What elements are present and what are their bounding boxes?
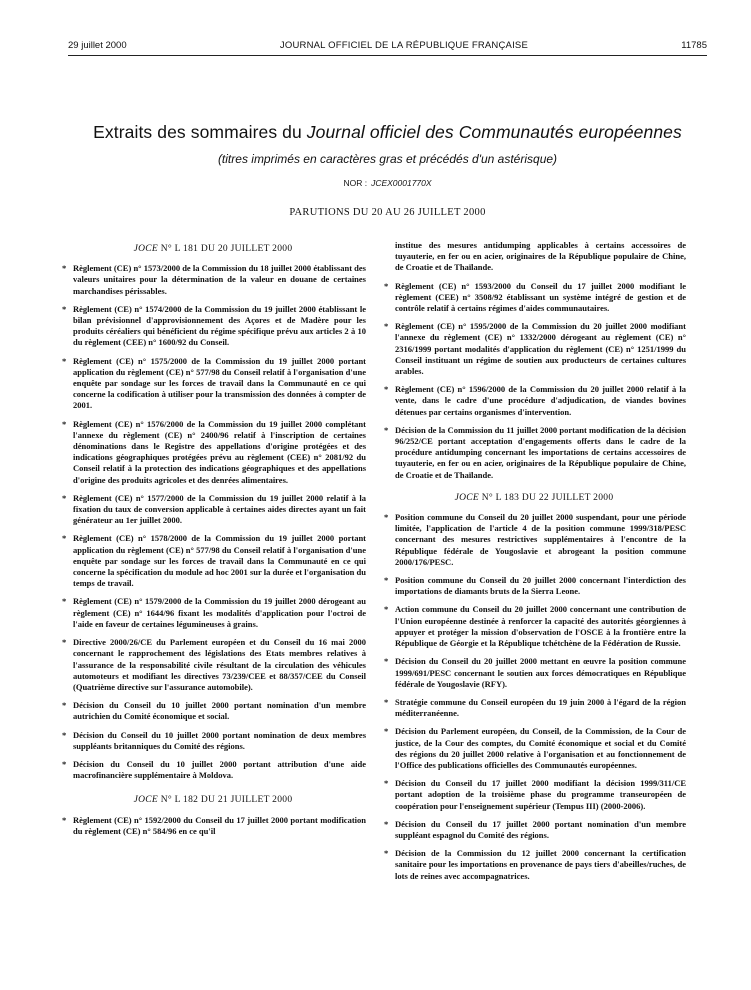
list-item: [60, 815, 366, 837]
entry-text: Stratégie commune du Conseil européen du 19 juin 2000 à l'égard de la région méditerranéenne.: [395, 696, 686, 719]
entry-text: Règlement (CE) n° 1577/2000 de la Commission du 19 juillet 2000 relatif à la fixation du taux de conversion applicable à certaines aides directes ayant un fait générateur au 1er juillet 2000.: [73, 492, 366, 526]
header-date: 29 juillet 2000: [68, 40, 127, 51]
asterisk-bullet: *: [62, 533, 67, 544]
asterisk-bullet: *: [62, 637, 67, 648]
section-title: N° L 182 DU 21 JUILLET 2000: [158, 795, 293, 806]
list-item: [382, 848, 686, 882]
entry-text: Règlement (CE) n° 1575/2000 de la Commission du 19 juillet 2000 portant application du règlement (CE) n° 577/98 du Conseil relatif à l'organisation d'une enquête par sondage sur les forces de travail dans la Communauté en ce qui concerne la codification à utiliser pour la transmission des données à compter de 2001.: [73, 355, 366, 411]
asterisk-bullet: *: [384, 778, 389, 789]
asterisk-bullet: *: [62, 814, 67, 825]
list-item: [382, 604, 686, 649]
entry-text: Règlement (CE) n° 1596/2000 de la Commission du 20 juillet 2000 relatif à la vente, dans le cadre d'une procédure d'adjudication, de viandes bovines détenues par certains organismes d'intervention.: [395, 384, 686, 417]
entry-text: Règlement (CE) n° 1592/2000 du Conseil du 17 juillet 2000 portant modification du règlement (CE) n° 584/96 en ce qu'il: [73, 814, 366, 836]
header-journal-name: JOURNAL OFFICIEL DE LA RÉPUBLIQUE FRANÇAISE: [279, 40, 528, 51]
section-joce: JOCE: [133, 795, 159, 806]
asterisk-bullet: *: [62, 596, 67, 607]
section-title: N° L 181 DU 20 JUILLET 2000: [158, 244, 293, 254]
entry-text: Décision du Parlement européen, du Conseil, de la Commission, de la Cour de justice, de la Cour des comptes, du Comité économique et social et du Comité des régions du 20 juillet 2000 relative à l'organisation et au fonctionnement de l'Office des publications officielles des Communautés européennes.: [395, 726, 686, 770]
list-item: [60, 356, 366, 412]
entry-text: Règlement (CE) n° 1576/2000 de la Commission du 19 juillet 2000 complétant l'annexe du règlement (CE) n° 2400/96 relatif à l'inscription de certaines dénominations dans le Registre des appellations d'origine protégées et des indications géographiques protégées prévu au règlement (CEE) n° 2081/92 du Conseil relatif à la protection des indications géographiques et des appellations d'origine des produits agricoles et des denrées alimentaires.: [73, 418, 366, 485]
asterisk-bullet: *: [62, 303, 67, 314]
nor-code: JCEX0001770X: [371, 178, 432, 188]
entry-text: Règlement (CE) n° 1593/2000 du Conseil du 17 juillet 2000 modifiant le règlement (CEE) n° 3508/92 établissant un système intégré de gestion et de contrôle relatif à certains régimes d'aides communautaires.: [395, 280, 686, 314]
asterisk-bullet: *: [384, 321, 389, 332]
section-title: N° L 183 DU 22 JUILLET 2000: [479, 492, 614, 503]
section-heading-l181: [60, 244, 366, 255]
asterisk-bullet: *: [384, 604, 389, 615]
list-item: [60, 304, 366, 349]
entry-text: Règlement (CE) n° 1573/2000 de la Commission du 18 juillet 2000 établissant des valeurs unitaires pour la détermination de la valeur en douane de certaines marchandises périssables.: [73, 263, 366, 296]
entry-text: Décision du Conseil du 10 juillet 2000 portant nomination de deux membres suppléants britanniques du Comité des régions.: [73, 729, 366, 751]
section-joce: JOCE: [454, 492, 480, 503]
entry-text: Décision de la Commission du 12 juillet 2000 concernant la certification sanitaire pour les importations en provenance de pays tiers d'abeilles/ruches, de lots de reines avec accompagnatrices.: [395, 848, 686, 881]
section-heading-l182: [60, 795, 366, 806]
page-subtitle: (titres imprimés en caractères gras et précédés d'un astérisque): [217, 152, 558, 166]
list-item: [382, 281, 686, 315]
nor-label: NOR :: [343, 178, 368, 188]
list-item: [382, 697, 686, 719]
list-item: [60, 493, 366, 527]
asterisk-bullet: *: [62, 492, 67, 503]
list-item: [382, 819, 686, 841]
list-item: [60, 596, 366, 630]
entry-text: Position commune du Conseil du 20 juillet 2000 suspendant, pour une période limitée, l'application de l'article 4 de la position commune 1999/318/PESC concernant des mesures restrictives supplémentaires à l'encontre de la République fédérale de Yougoslavie et abrogeant la position commune 2000/176/PESC.: [395, 512, 686, 567]
asterisk-bullet: *: [384, 512, 389, 523]
section-heading-l183: [382, 493, 686, 504]
list-item: [382, 656, 686, 690]
list-item: [60, 533, 366, 589]
list-item: [382, 575, 686, 597]
list-item: [382, 384, 686, 418]
list-item: [382, 778, 686, 812]
asterisk-bullet: *: [384, 726, 389, 737]
header-page-number: 11785: [681, 40, 707, 51]
asterisk-bullet: *: [384, 384, 389, 395]
section-joce: JOCE: [133, 244, 159, 254]
asterisk-bullet: *: [384, 696, 389, 707]
entry-text: Règlement (CE) n° 1579/2000 de la Commission du 19 juillet 2000 dérogeant au règlement (CE) n° 1644/96 fixant les modalités d'application pour l'octroi de l'aide en faveur de certaines légumineuses à grains.: [73, 596, 366, 629]
entry-text: Décision de la Commission du 11 juillet 2000 portant modification de la décision 96/252/CE portant acceptation d'engagements offerts dans le cadre de la procédure antidumping concernant les importations de certains accessoires de tuyauterie, en fer ou en acier, originaires de la République populaire de Chine, de Croatie et de Thaïlande.: [395, 424, 686, 480]
asterisk-bullet: *: [62, 758, 67, 769]
asterisk-bullet: *: [62, 729, 67, 740]
header-rule: [68, 55, 707, 56]
entry-text: Décision du Conseil du 17 juillet 2000 portant nomination d'un membre suppléant espagnol du Comité des régions.: [395, 818, 686, 840]
entry-text: Position commune du Conseil du 20 juillet 2000 concernant l'interdiction des importations de diamants bruts de la Sierra Leone.: [395, 575, 686, 597]
list-item: [382, 321, 686, 377]
nor-reference: [68, 178, 707, 188]
asterisk-bullet: *: [384, 424, 389, 435]
entry-text: Règlement (CE) n° 1578/2000 de la Commission du 19 juillet 2000 portant application du règlement (CE) n° 577/98 du Conseil relatif à l'organisation d'une enquête par sondage sur les forces de travail dans la Communauté en ce qui concerne la spécification du module ad hoc 2001 sur la durée et l'organisation du temps de travail.: [73, 533, 366, 589]
running-header: [68, 40, 707, 51]
asterisk-bullet: *: [62, 355, 67, 366]
list-item: [60, 419, 366, 486]
asterisk-bullet: *: [62, 418, 67, 429]
asterisk-bullet: *: [384, 575, 389, 586]
list-item: [60, 637, 366, 693]
title-prefix: Extraits des sommaires du: [93, 122, 307, 142]
list-item: [382, 726, 686, 771]
list-item: [382, 512, 686, 568]
list-item: [60, 700, 366, 722]
entry-text: Action commune du Conseil du 20 juillet 2000 concernant une contribution de l'Union européenne destinée à renforcer la capacité des autorités géorgiennes à appuyer et protéger la mission d'observation de l'OSCE à la frontière entre la République de Géorgie et la République tchétchène de la Fédération de Russie.: [395, 604, 686, 649]
asterisk-bullet: *: [62, 700, 67, 711]
entry-continuation: institue des mesures antidumping applicables à certains accessoires de tuyauterie, en fer ou en acier, originaires de la République populaire de Chine, de Croatie et de Thaïlande.: [395, 240, 686, 273]
asterisk-bullet: *: [62, 263, 67, 274]
entry-text: Règlement (CE) n° 1595/2000 de la Commission du 20 juillet 2000 modifiant l'annexe du règlement (CE) n° 1332/2000 dérogeant au règlement (CE) n° 2316/1999 portant modalités d'application du règlement (CE) n° 1251/1999 du Conseil instituant un régime de soutien aux producteurs de certaines cultures arables.: [395, 321, 686, 377]
title-journal-italic: Journal officiel des Communautés européennes: [306, 122, 682, 142]
list-item: [60, 759, 366, 781]
entry-text: Décision du Conseil du 10 juillet 2000 portant nomination d'un membre autrichien du Comité économique et social.: [73, 700, 366, 722]
parutions-heading: PARUTIONS DU 20 AU 26 JUILLET 2000: [289, 207, 486, 218]
right-column: [382, 240, 686, 889]
entry-text: Décision du Conseil du 10 juillet 2000 portant attribution d'une aide macrofinancière supplémentaire à Moldova.: [73, 758, 366, 781]
entry-text: Décision du Conseil du 17 juillet 2000 modifiant la décision 1999/311/CE portant adoption de la troisième phase du programme transeuropéen de coopération pour l'enseignement supérieur (Tempus III) (2000-2006).: [395, 778, 686, 811]
page-title: [68, 122, 707, 143]
list-item: [60, 263, 366, 297]
asterisk-bullet: *: [384, 656, 389, 667]
asterisk-bullet: *: [384, 818, 389, 829]
entry-text: Décision du Conseil du 20 juillet 2000 mettant en œuvre la position commune 1999/691/PESC concernant le soutien aux forces démocratiques en République fédérale de Yougoslavie (RFY).: [395, 656, 686, 689]
entry-text: Directive 2000/26/CE du Parlement européen et du Conseil du 16 mai 2000 concernant le rapprochement des législations des Etats membres relatives à l'assurance de la responsabilité civile résultant de la circulation des véhicules automoteurs et modifiant les directives 73/239/CEE et 88/357/CEE du Conseil (Quatrième directive sur l'assurance automobile).: [73, 637, 366, 692]
left-column: [60, 240, 366, 844]
entry-text: Règlement (CE) n° 1574/2000 de la Commission du 19 juillet 2000 établissant le bilan prévisionnel d'approvisionnement des Açores et de Madère pour les produits céréaliers qui bénéficient du régime spécifique prévu aux articles 2 à 10 du règlement (CEE) n° 1600/92 du Conseil.: [73, 303, 366, 348]
list-item: [382, 425, 686, 481]
list-item: [60, 730, 366, 752]
asterisk-bullet: *: [384, 848, 389, 859]
asterisk-bullet: *: [384, 280, 389, 291]
